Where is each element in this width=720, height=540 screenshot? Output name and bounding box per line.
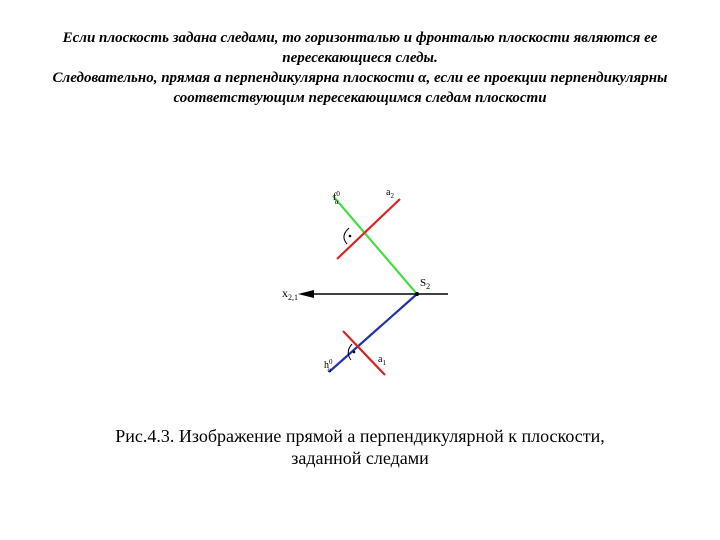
point-s2 bbox=[415, 292, 419, 296]
projection-a2-line bbox=[337, 199, 400, 259]
label-s2: $S_2$ bbox=[420, 277, 431, 291]
header-line-4: соответствующим пересекающимся следам плоскости bbox=[173, 90, 547, 106]
right-angle-arc-upper bbox=[344, 228, 349, 244]
frontal-trace-line bbox=[333, 196, 417, 294]
figure-caption bbox=[0, 425, 720, 469]
caption-line-1: Рис.4.3. Изображение прямой a перпендикулярной к плоскости, bbox=[115, 426, 605, 446]
right-angle-dot-upper bbox=[349, 235, 352, 238]
horizontal-trace-line bbox=[329, 294, 417, 372]
header-line-2: пересекающиеся следы. bbox=[282, 50, 438, 66]
right-angle-dot-lower bbox=[353, 351, 356, 354]
header-line-3: Следовательно, прямая a перпендикулярна плоскости α, если ее проекции перпендикулярны bbox=[52, 70, 668, 86]
label-a2: $a_2$ bbox=[386, 187, 394, 200]
header-line-1: Если плоскость задана следами, то горизонталью и фронталью плоскости являются ее bbox=[62, 30, 658, 46]
x-axis-arrowhead bbox=[298, 290, 314, 298]
label-a1: $a_1$ bbox=[378, 354, 386, 367]
label-x21: $x_{2,1}$ bbox=[282, 286, 298, 302]
label-f0a: $f^0$ α bbox=[333, 190, 340, 206]
caption-line-2: заданной следами bbox=[291, 448, 429, 468]
label-h0a: $h^0$ α bbox=[324, 358, 333, 374]
